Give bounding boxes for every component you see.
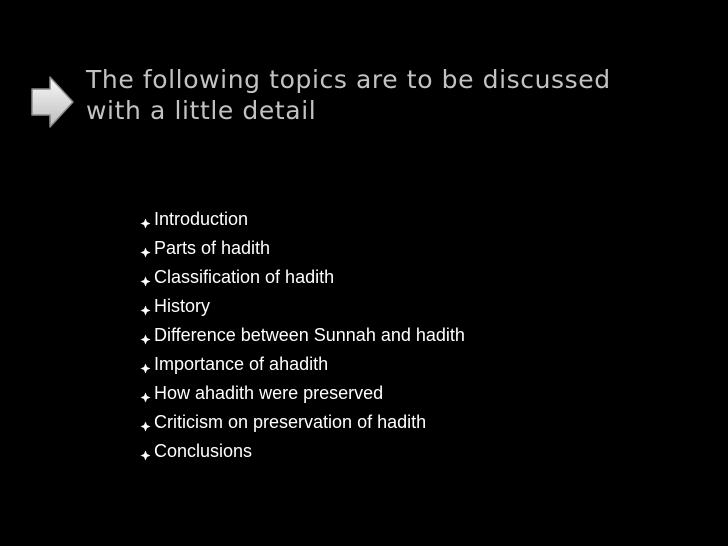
- diamond-bullet-icon: [140, 421, 151, 432]
- list-item-label: Classification of hadith: [154, 267, 335, 287]
- diamond-bullet-icon: [140, 363, 151, 374]
- diamond-bullet-icon: [140, 276, 151, 287]
- diamond-bullet-icon: [140, 305, 151, 316]
- slide-title: [86, 64, 706, 126]
- list-item-label: Introduction: [154, 209, 249, 229]
- list-item: [140, 321, 465, 350]
- diamond-bullet-icon: [140, 218, 151, 229]
- list-item-label: Criticism on preservation of hadith: [154, 412, 427, 432]
- diamond-bullet-icon: [140, 450, 151, 461]
- list-item: [140, 437, 465, 466]
- list-item: [140, 350, 465, 379]
- list-item: [140, 408, 465, 437]
- diamond-bullet-icon: [140, 247, 151, 258]
- list-item: [140, 379, 465, 408]
- list-item: [140, 263, 465, 292]
- diamond-bullet-icon: [140, 392, 151, 403]
- topic-list: [140, 205, 465, 466]
- diamond-bullet-icon: [140, 334, 151, 345]
- title-line: with a little detail: [86, 96, 317, 125]
- list-item-label: Conclusions: [154, 441, 253, 461]
- list-item-label: History: [154, 296, 211, 316]
- title-line: The following topics are to be discussed: [86, 65, 611, 94]
- list-item-label: How ahadith were preserved: [154, 383, 384, 403]
- list-item: [140, 234, 465, 263]
- list-item: [140, 205, 465, 234]
- list-item-label: Difference between Sunnah and hadith: [154, 325, 465, 345]
- list-item-label: Importance of ahadith: [154, 354, 329, 374]
- arrow-right-icon: [28, 74, 76, 130]
- list-item-label: Parts of hadith: [154, 238, 271, 258]
- list-item: [140, 292, 465, 321]
